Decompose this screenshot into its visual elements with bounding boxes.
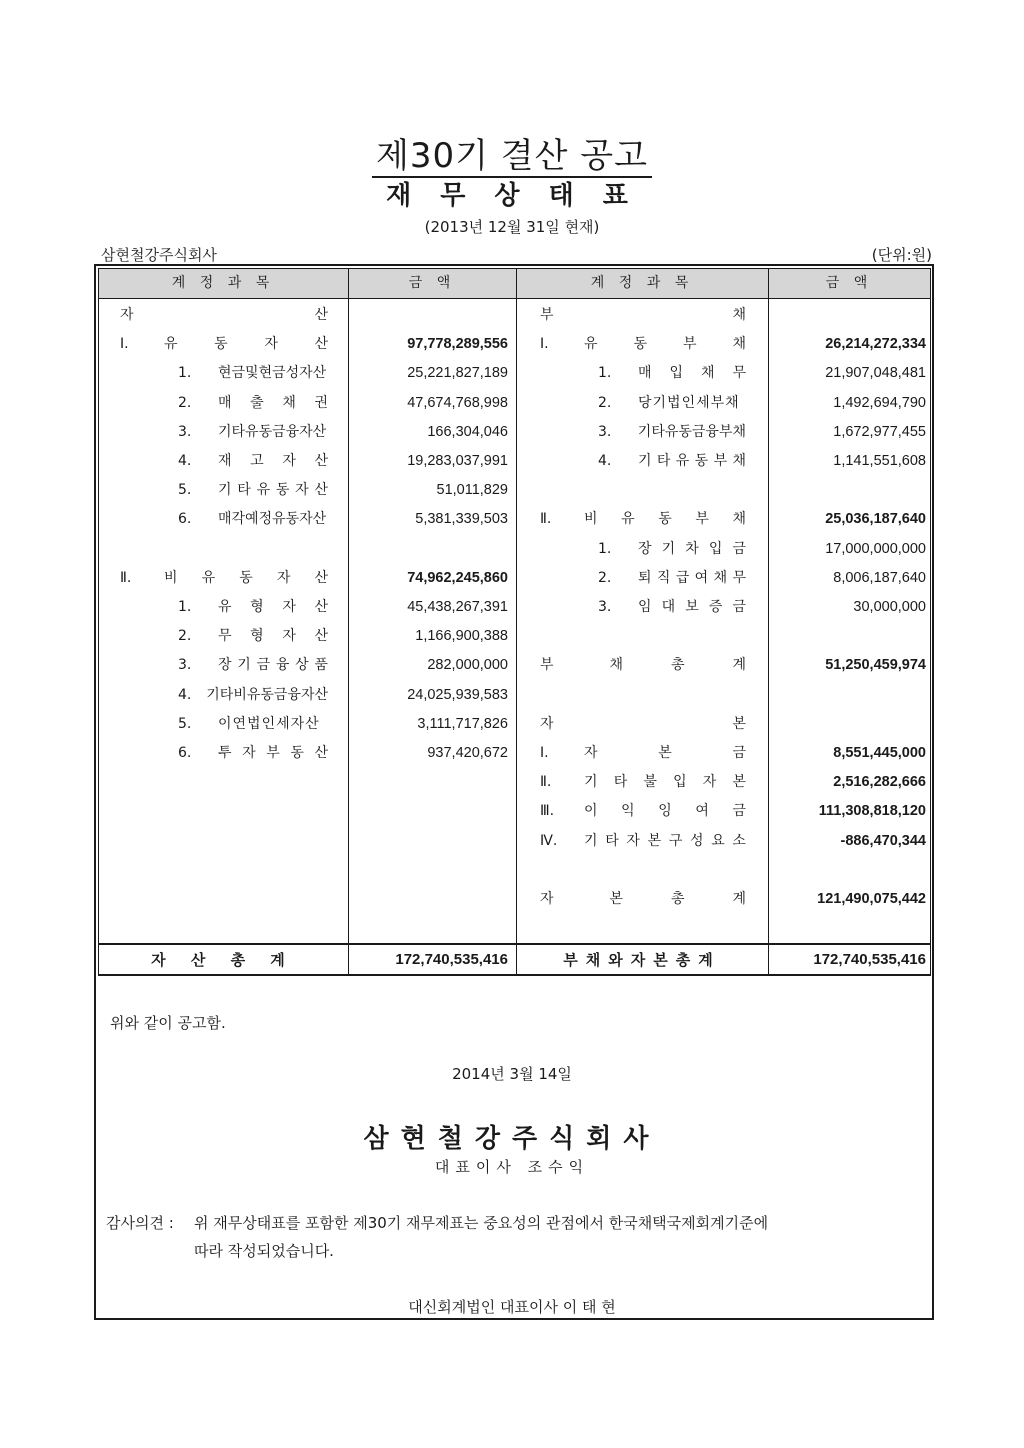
asset-row-index: 6.	[178, 745, 192, 761]
asset-row-name: 현금및현금성자산	[218, 365, 327, 381]
asset-row-amount: 97,778,289,556	[407, 336, 508, 352]
liability-row-label	[598, 362, 746, 384]
header-account-right: 계 정 과 목	[590, 275, 694, 291]
grid-line	[98, 268, 930, 269]
asset-row-name: 유 동 자 산	[164, 336, 328, 352]
asset-row-label	[178, 742, 328, 764]
liability-row-label	[598, 538, 746, 560]
liability-row-index: 3.	[598, 424, 612, 440]
asset-row-name: 기타비유동금융자산	[206, 687, 328, 703]
grid-line	[516, 268, 517, 976]
liability-row-label	[540, 304, 746, 326]
asset-row-label	[120, 567, 328, 589]
liability-row-name: 임 대 보 증 금	[638, 599, 746, 615]
asset-row-name: 기 타 유 동 자 산	[218, 482, 328, 498]
liability-row-name: 퇴 직 급 여 채 무	[638, 570, 746, 586]
grid-line	[98, 974, 930, 976]
liability-row-index: Ⅱ.	[540, 511, 552, 527]
liability-row-name: 기 타 불 입 자 본	[584, 774, 746, 790]
notice-text: 위와 같이 공고함.	[110, 1014, 226, 1032]
statement-title: 재 무 상 태 표	[386, 181, 638, 211]
liability-row-label	[598, 421, 746, 443]
asset-row-amount: 51,011,829	[436, 482, 508, 498]
grid-line	[98, 268, 99, 976]
liability-row-index: 부	[540, 657, 554, 673]
liability-row-index: Ⅲ.	[540, 803, 555, 819]
header-account-left: 계 정 과 목	[171, 275, 275, 291]
liability-row-index: 1.	[598, 541, 612, 557]
liability-row-label	[598, 392, 746, 414]
liability-row-label	[598, 567, 746, 589]
liability-row-name: 채 총 계	[609, 657, 746, 673]
liability-row-amount: 121,490,075,442	[817, 891, 926, 907]
grid-line	[98, 943, 930, 945]
liability-row-amount: 51,250,459,974	[825, 657, 926, 673]
liability-row-amount: 8,551,445,000	[833, 745, 926, 761]
liability-row-index: 2.	[598, 395, 612, 411]
liability-row-label	[540, 742, 746, 764]
asset-row-name: 투 자 부 동 산	[218, 745, 328, 761]
liability-row-index: 3.	[598, 599, 612, 615]
liability-row-index: 4.	[598, 453, 612, 469]
liability-row-amount: 26,214,272,334	[825, 336, 926, 352]
audit-opinion-line-1: 위 재무상태표를 포함한 제30기 재무제표는 중요성의 관점에서 한국채택국제회계기준에	[194, 1214, 769, 1232]
asset-row-amount: 24,025,939,583	[407, 687, 508, 703]
asset-row-name: 산	[314, 307, 328, 323]
asset-row-amount: 166,304,046	[427, 424, 508, 440]
asset-row-label	[178, 654, 328, 676]
liability-row-index: Ⅰ.	[540, 745, 549, 761]
statement-date: (2013년 12월 31일 현재)	[424, 218, 600, 236]
asset-row-index: Ⅱ.	[120, 570, 132, 586]
asset-row-index: Ⅰ.	[120, 336, 129, 352]
liability-row-name: 자 본 금	[584, 745, 746, 761]
asset-row-label	[178, 625, 328, 647]
asset-row-label	[178, 596, 328, 618]
liability-row-label	[598, 450, 746, 472]
asset-row-index: 5.	[178, 482, 192, 498]
liability-row-name: 비 유 동 부 채	[584, 511, 746, 527]
liab-equity-total-label: 부채와자본총계	[563, 951, 721, 969]
asset-row-label	[178, 450, 328, 472]
asset-row-name: 기타유동금융자산	[218, 424, 327, 440]
asset-row-name: 매 출 채 권	[218, 395, 328, 411]
grid-line	[348, 268, 349, 976]
liability-row-name: 이 익 잉 여 금	[584, 803, 746, 819]
notice-title: 제30기 결산 공고	[0, 128, 1024, 177]
liability-row-amount: 111,308,818,120	[818, 803, 926, 819]
asset-row-amount: 937,420,672	[427, 745, 508, 761]
liability-row-name: 장 기 차 입 금	[638, 541, 746, 557]
asset-row-name: 이연법인세자산	[218, 716, 320, 732]
asset-row-index: 1.	[178, 599, 192, 615]
asset-row-amount: 3,111,717,826	[417, 716, 508, 732]
asset-row-label	[120, 333, 328, 355]
liability-row-name: 매 입 채 무	[638, 365, 746, 381]
unit-label: (단위:원)	[871, 246, 932, 264]
asset-row-index: 2.	[178, 395, 192, 411]
liability-row-amount: 8,006,187,640	[833, 570, 926, 586]
asset-row-name: 비 유 동 자 산	[164, 570, 328, 586]
liability-row-label	[540, 888, 746, 910]
liability-row-index: 부	[540, 307, 554, 323]
notice-date: 2014년 3월 14일	[452, 1065, 572, 1083]
asset-row-label	[178, 421, 328, 443]
liability-row-index: Ⅰ.	[540, 336, 549, 352]
asset-row-amount: 5,381,339,503	[415, 511, 508, 527]
liability-row-amount: 1,141,551,608	[833, 453, 926, 469]
liability-row-label	[540, 830, 746, 852]
asset-row-amount: 1,166,900,388	[415, 628, 508, 644]
company-name: 삼현철강주식회사	[101, 246, 217, 264]
asset-row-index: 5.	[178, 716, 192, 732]
liability-row-amount: 1,672,977,455	[833, 424, 926, 440]
auditor-signature: 대신회계법인 대표이사 이 태 현	[408, 1298, 616, 1316]
asset-row-label	[120, 304, 328, 326]
asset-row-amount: 25,221,827,189	[407, 365, 508, 381]
asset-row-label	[178, 684, 328, 706]
asset-row-name: 무 형 자 산	[218, 628, 328, 644]
representative: 대표이사 조수익	[434, 1158, 590, 1176]
audit-opinion-line-2: 따라 작성되었습니다.	[194, 1242, 334, 1260]
liability-row-label	[540, 654, 746, 676]
header-amount-left: 금 액	[408, 275, 456, 291]
asset-row-index: 4.	[178, 687, 192, 703]
liability-row-name: 기 타 유 동 부 채	[638, 453, 746, 469]
liability-row-index: 2.	[598, 570, 612, 586]
liability-row-index: 자	[540, 716, 554, 732]
asset-row-label	[178, 508, 328, 530]
liability-row-label	[540, 713, 746, 735]
liability-row-label	[540, 771, 746, 793]
assets-total-label: 자 산 총 계	[151, 951, 295, 969]
asset-row-name: 유 형 자 산	[218, 599, 328, 615]
liability-row-amount: -886,470,344	[840, 833, 926, 849]
liability-row-index: Ⅱ.	[540, 774, 552, 790]
liab-equity-total-amount: 172,740,535,416	[813, 951, 926, 968]
grid-line	[768, 268, 769, 976]
liability-row-label	[540, 800, 746, 822]
asset-row-index: 2.	[178, 628, 192, 644]
asset-row-amount: 282,000,000	[427, 657, 508, 673]
liability-row-amount: 2,516,282,666	[833, 774, 926, 790]
asset-row-label	[178, 713, 328, 735]
grid-line	[930, 268, 931, 976]
liability-row-name: 기타유동금융부채	[637, 424, 746, 440]
asset-row-amount: 19,283,037,991	[407, 453, 508, 469]
asset-row-index: 6.	[178, 511, 192, 527]
liability-row-label	[540, 333, 746, 355]
asset-row-amount: 47,674,768,998	[407, 395, 508, 411]
liability-row-amount: 25,036,187,640	[825, 511, 926, 527]
liability-row-index: 자	[540, 891, 554, 907]
liability-row-index: Ⅳ.	[540, 833, 558, 849]
company-name-large: 삼현철강주식회사	[363, 1124, 661, 1154]
asset-row-index: 1.	[178, 365, 192, 381]
asset-row-name: 장 기 금 융 상 품	[218, 657, 328, 673]
liability-row-name: 기 타 자 본 구 성 요 소	[584, 833, 746, 849]
asset-row-index: 3.	[178, 657, 192, 673]
liability-row-amount: 30,000,000	[853, 599, 926, 615]
asset-row-amount: 74,962,245,860	[407, 570, 508, 586]
liability-row-amount: 1,492,694,790	[833, 395, 926, 411]
assets-total-amount: 172,740,535,416	[395, 951, 508, 968]
liability-row-label	[540, 508, 746, 530]
grid-line	[98, 298, 930, 299]
asset-row-amount: 45,438,267,391	[407, 599, 508, 615]
liability-row-index: 1.	[598, 365, 612, 381]
liability-row-label	[598, 596, 746, 618]
header-amount-right: 금 액	[825, 275, 873, 291]
asset-row-name: 재 고 자 산	[218, 453, 328, 469]
asset-row-label	[178, 479, 328, 501]
asset-row-label	[178, 362, 328, 384]
liability-row-name: 본 총 계	[609, 891, 746, 907]
asset-row-index: 자	[120, 307, 134, 323]
audit-opinion-label: 감사의견 :	[106, 1214, 174, 1232]
asset-row-label	[178, 392, 328, 414]
liability-row-name: 당기법인세부채	[638, 395, 740, 411]
liability-row-amount: 17,000,000,000	[825, 541, 926, 557]
liability-row-name: 본	[732, 716, 746, 732]
asset-row-name: 매각예정유동자산	[218, 511, 327, 527]
liability-row-name: 유 동 부 채	[584, 336, 746, 352]
asset-row-index: 4.	[178, 453, 192, 469]
liability-row-name: 채	[732, 307, 746, 323]
liability-row-amount: 21,907,048,481	[825, 365, 926, 381]
asset-row-index: 3.	[178, 424, 192, 440]
